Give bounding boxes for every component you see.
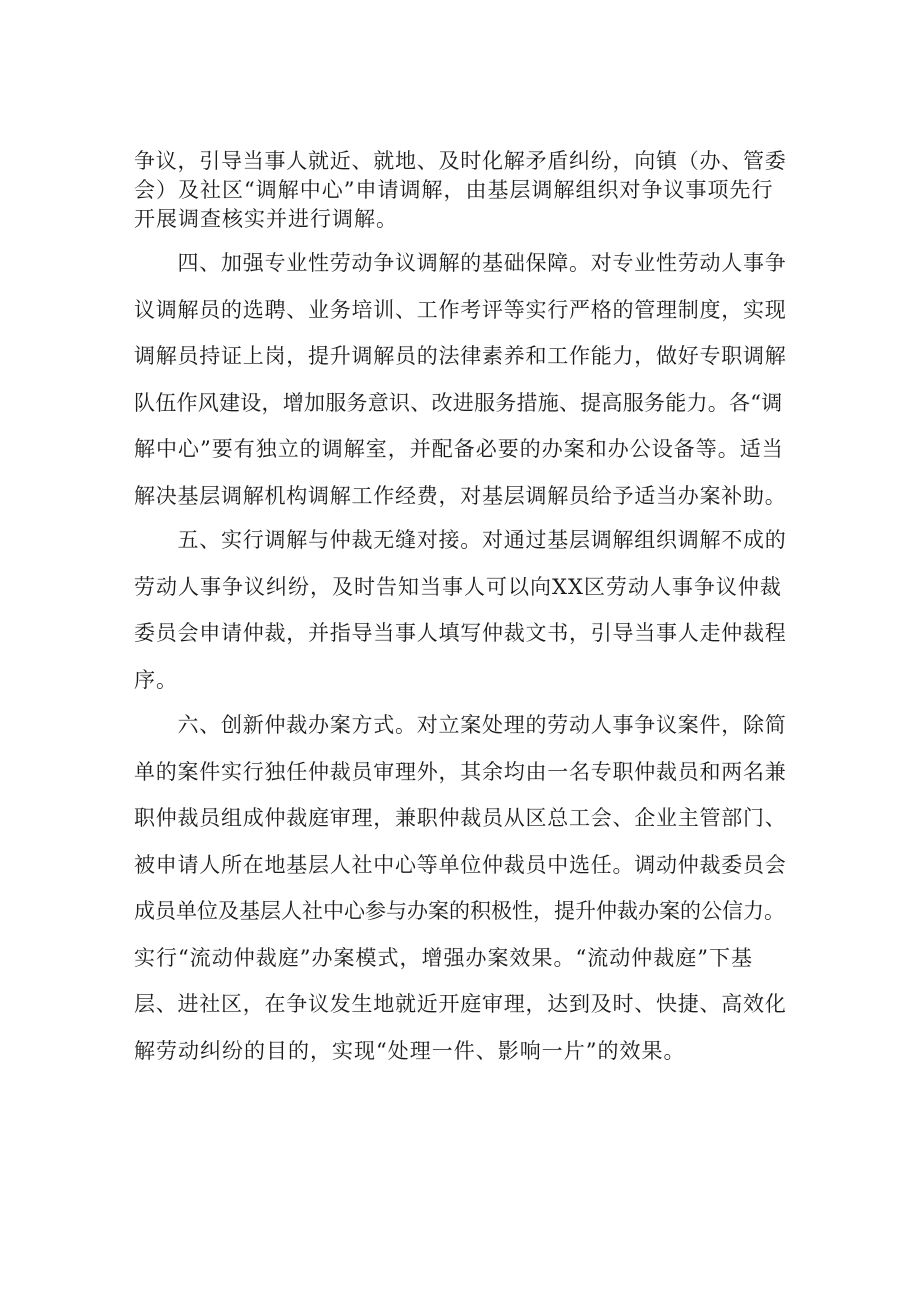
text-line: 调解员持证上岗，提升调解员的法律素养和工作能力，做好专职调解 [134,344,787,368]
text-line: 开展调查核实并进行调解。 [134,207,398,231]
text-line: 争议，引导当事人就近、就地、及时化解矛盾纠纷，向镇（办、管委 [134,149,787,173]
text-line: 层、进社区，在争议发生地就近开庭审理，达到及时、快捷、高效化 [134,992,787,1016]
text-line: 序。 [134,667,178,692]
text-line: 解决基层调解机构调解工作经费，对基层调解员给予适当办案补助。 [134,483,787,508]
paragraph-section-4 [134,240,789,519]
text-line: 四、加强专业性劳动争议调解的基础保障。对专业性劳动人事争 [134,251,787,275]
text-line: 单的案件实行独任仲裁员审理外，其余均由一名专职仲裁员和两名兼 [134,759,787,784]
text-line: 解劳动纠纷的目的，实现“处理一件、影响一片”的效果。 [134,1038,686,1063]
text-line: 五、实行调解与仲裁无缝对接。对通过基层调解组织调解不成的 [134,528,787,552]
text-line: 劳动人事争议纠纷，及时告知当事人可以向XX区劳动人事争议仲裁 [134,574,782,599]
text-line: 队伍作风建设，增加服务意识、改进服务措施、提高服务能力。各“调 [134,390,783,415]
text-line: 会）及社区“调解中心”申请调解，由基层调解组织对争议事项先行 [134,178,774,202]
text-line: 被申请人所在地基层人社中心等单位仲裁员中选任。调动仲裁委员会 [134,852,787,877]
text-line: 解中心”要有独立的调解室，并配备必要的办案和办公设备等。适当 [134,437,784,461]
text-line: 职仲裁员组成仲裁庭审理，兼职仲裁员从区总工会、企业主管部门、 [134,806,787,830]
paragraph-section-5 [134,517,789,703]
text-line: 委员会申请仲裁，并指导当事人填写仲裁文书，引导当事人走仲裁程 [134,621,787,645]
text-line: 议调解员的选聘、业务培训、工作考评等实行严格的管理制度，实现 [134,297,787,322]
text-line: 成员单位及基层人社中心参与办案的积极性，提升仲裁办案的公信力。 [134,899,785,923]
text-line: 六、创新仲裁办案方式。对立案处理的劳动人事争议案件，除简 [134,713,787,737]
text-line: 实行“流动仲裁庭”办案模式，增强办案效果。“流动仲裁庭”下基 [134,945,753,970]
paragraph-section-6 [134,702,789,1074]
paragraph-continuation [134,147,789,234]
